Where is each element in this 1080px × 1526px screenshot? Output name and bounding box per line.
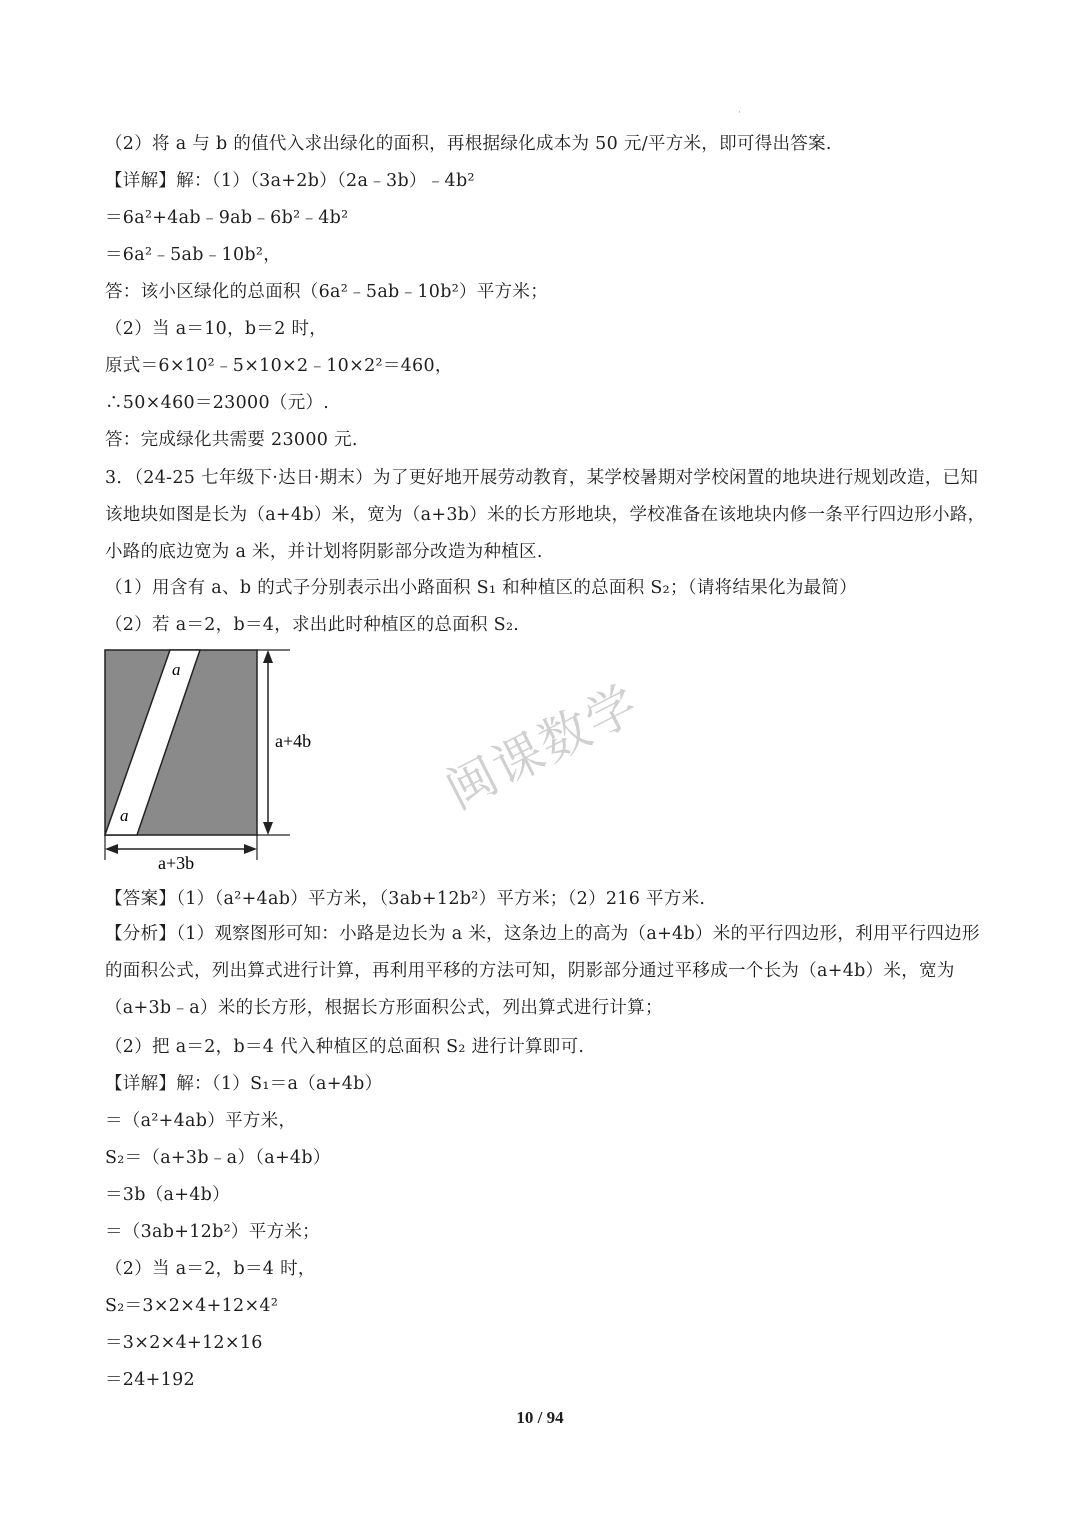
page-number: 10 / 94	[516, 1408, 564, 1427]
watermark: 闽课数学	[436, 674, 649, 821]
text-line: ＝3×2×4+12×16	[105, 1333, 263, 1353]
label-bottom-a: a	[120, 806, 129, 825]
width-label: a+3b	[158, 853, 195, 870]
text-line: （2）把 a＝2，b＝4 代入种植区的总面积 S₂ 进行计算即可.	[105, 1037, 585, 1057]
rectangle-figure	[100, 645, 340, 870]
text-line: ∴50×460＝23000（元）.	[105, 393, 330, 413]
stray-mark: ·	[738, 108, 741, 118]
height-label: a+4b	[275, 731, 312, 751]
text-line: S₂＝（a+3b﹣a）（a+4b）	[105, 1148, 331, 1168]
text-line: 【详解】解：（1）（3a+2b）（2a﹣3b）﹣4b²	[105, 171, 475, 191]
text-line: ＝6a²﹣5ab﹣10b²，	[105, 245, 282, 265]
text-line: ＝6a²+4ab﹣9ab﹣6b²﹣4b²	[105, 208, 349, 228]
question-1: （1）用含有 a、b 的式子分别表示出小路面积 S₁ 和种植区的总面积 S₂；（请将结果化为最简）	[105, 578, 858, 598]
text-line: 答：完成绿化共需要 23000 元.	[105, 430, 358, 450]
answer-line: 【答案】（1）（a²+4ab）平方米，（3ab+12b²）平方米；（2）216 平方米.	[105, 889, 706, 909]
text-line: 原式＝6×10²﹣5×10×2﹣10×2²＝460，	[105, 356, 453, 376]
text-line: S₂＝3×2×4+12×4²	[105, 1296, 279, 1316]
text-line: ＝3b（a+4b）	[105, 1185, 230, 1205]
label-top-a: a	[172, 660, 181, 679]
text-line: 【详解】解：（1）S₁＝a（a+4b）	[105, 1074, 383, 1094]
problem-statement: 3．（24-25 七年级下·达日·期末）为了更好地开展劳动教育，某学校暑期对学校闲置的地块进行规划改造，已知该地块如图是长为（a+4b）米，宽为（a+3b）米的长方形地块，学校准备在该地块内修一条平行四边形小路，小路的底边宽为 a 米，并计划将阴影部分改造为种植区.	[105, 468, 986, 562]
text-line: （2）当 a＝10，b＝2 时，	[105, 319, 328, 339]
text-line: 答：该小区绿化的总面积（6a²﹣5ab﹣10b²）平方米；	[105, 282, 549, 302]
analysis-paragraph: 【分析】（1）观察图形可知：小路是边长为 a 米，这条边上的高为（a+4b）米的平行四边形，利用平行四边形的面积公式，列出算式进行计算，再利用平移的方法可知，阴影部分通过平移成一个长为（a+4b）米，宽为（a+3b﹣a）米的长方形，根据长方形面积公式，列出算式进行计算；	[105, 924, 980, 1018]
text-line: （2）将 a 与 b 的值代入求出绿化的面积，再根据绿化成本为 50 元/平方米，即可得出答案.	[105, 134, 832, 154]
text-line: （2）当 a＝2，b＝4 时，	[105, 1259, 316, 1279]
text-line: ＝（3ab+12b²）平方米；	[105, 1222, 320, 1242]
text-line: ＝24+192	[105, 1370, 195, 1390]
text-line: ＝（a²+4ab）平方米，	[105, 1111, 297, 1131]
question-2: （2）若 a＝2，b＝4，求出此时种植区的总面积 S₂.	[105, 615, 520, 635]
